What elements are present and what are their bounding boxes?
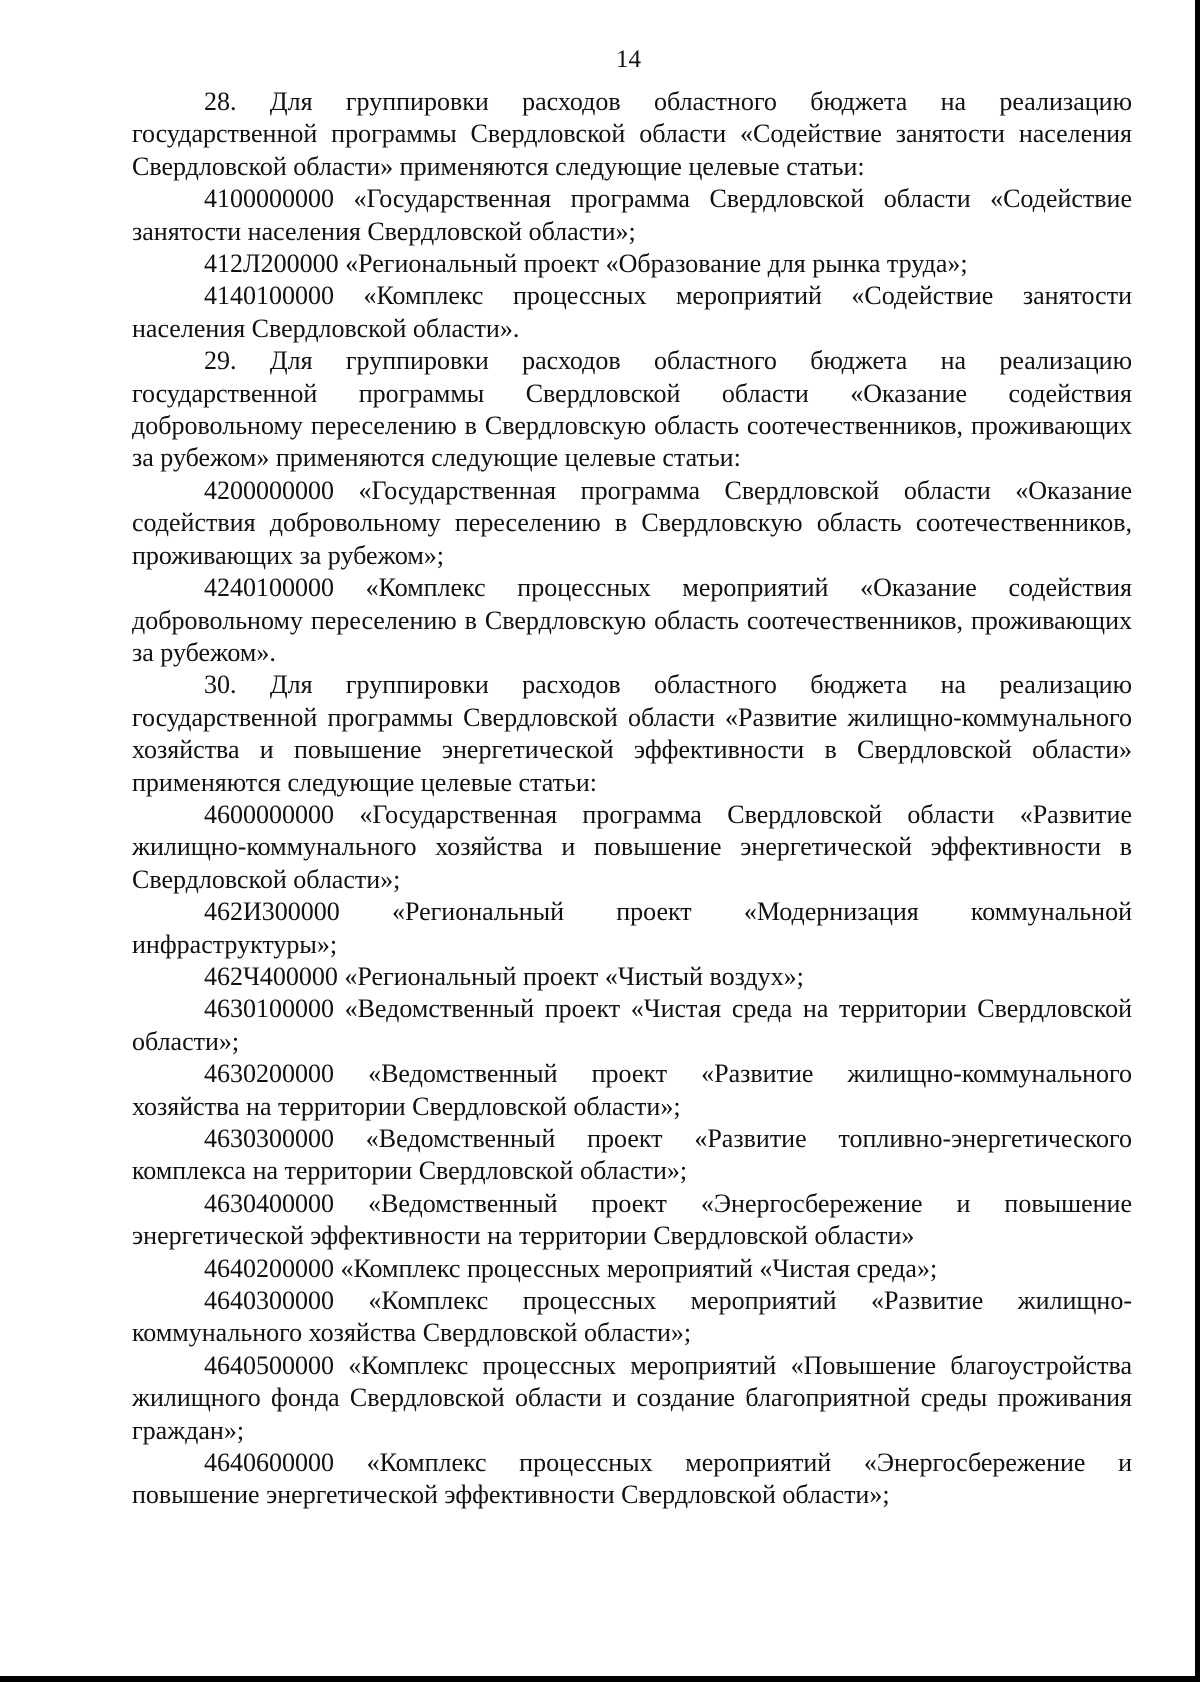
article-4140100000: 4140100000 «Комплекс процессных мероприятий «Содействие занятости населения Свердловской области». (132, 281, 1132, 343)
article-4630400000: 4630400000 «Ведомственный проект «Энергосбережение и повышение энергетической эффективности на территории Свердловской области» (132, 1188, 1132, 1251)
paragraph-30-intro: 30. Для группировки расходов областного бюджета на реализацию государственной программы Свердловской области «Развитие жилищно-коммунального хозяйства и повышение энергетической эффективности в Свердловской области» применяются следующие целевые статьи: (132, 670, 1132, 797)
article-4630200000: 4630200000 «Ведомственный проект «Развитие жилищно-коммунального хозяйства на территории Свердловской области»; (132, 1059, 1132, 1121)
article-4200000000: 4200000000 «Государственная программа Свердловской области «Оказание содействия добровольному переселению в Свердловскую область соотечественников, проживающих за рубежом»; (132, 475, 1132, 570)
article-4100000000: 4100000000 «Государственная программа Свердловской области «Содействие занятости населения Свердловской области»; (132, 184, 1132, 246)
article-4630100000: 4630100000 «Ведомственный проект «Чистая среда на территории Свердловской области»; (132, 994, 1132, 1056)
article-4640600000: 4640600000 «Комплекс процессных мероприятий «Энергосбережение и повышение энергетической эффективности Свердловской области»; (132, 1448, 1132, 1510)
scan-edge-right (1195, 0, 1200, 1682)
article-4640500000: 4640500000 «Комплекс процессных мероприятий «Повышение благоустройства жилищного фонда Свердловской области и создание благоприятной среды проживания граждан»; (132, 1350, 1132, 1445)
article-4630300000: 4630300000 «Ведомственный проект «Развитие топливно-энергетического комплекса на территории Свердловской области»; (132, 1124, 1132, 1186)
document-body (132, 86, 1132, 1512)
article-4640200000: 4640200000 «Комплекс процессных мероприятий «Чистая среда»; (204, 1253, 938, 1283)
article-462CH400000: 462Ч400000 «Региональный проект «Чистый воздух»; (204, 961, 804, 991)
article-4640300000: 4640300000 «Комплекс процессных мероприятий «Развитие жилищно-коммунального хозяйства Свердловской области»; (132, 1286, 1132, 1348)
article-4600000000: 4600000000 «Государственная программа Свердловской области «Развитие жилищно-коммунального хозяйства и повышение энергетической эффективности в Свердловской области»; (132, 799, 1132, 894)
paragraph-28-intro: 28. Для группировки расходов областного бюджета на реализацию государственной программы Свердловской области «Содействие занятости населения Свердловской области» применяются следующие целевые статьи: (132, 87, 1132, 181)
scan-edge-bottom (0, 1676, 1200, 1682)
page-number: 14 (616, 46, 641, 73)
article-412L200000: 412Л200000 «Региональный проект «Образование для рынка труда»; (204, 249, 968, 279)
article-462I300000: 462И300000 «Региональный проект «Модернизация коммунальной инфраструктуры»; (132, 897, 1132, 959)
paragraph-29-intro: 29. Для группировки расходов областного бюджета на реализацию государственной программы Свердловской области «Оказание содействия добровольному переселению в Свердловскую область соотечественников, проживающих за рубежом» применяются следующие целевые статьи: (132, 346, 1132, 473)
article-4240100000: 4240100000 «Комплекс процессных мероприятий «Оказание содействия добровольному переселению в Свердловскую область соотечественников, проживающих за рубежом». (132, 573, 1132, 667)
